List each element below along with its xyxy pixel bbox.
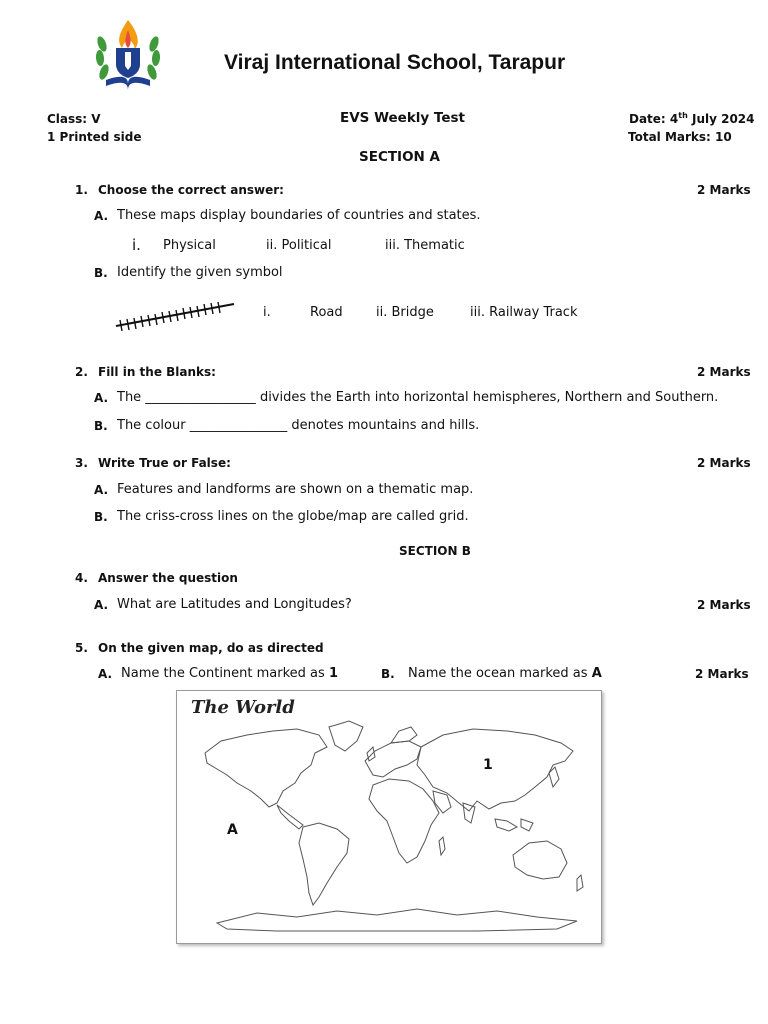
q3-number: 3. [75,456,88,470]
q4-title: Answer the question [98,571,238,585]
section-a-heading: SECTION A [359,149,441,165]
date-prefix: Date: 4 [629,112,679,126]
q2-a-label: A. [94,391,109,405]
q1-option1: Physical [163,238,216,253]
railway-track-symbol [112,298,238,338]
q1-option1-number: i. [132,236,141,254]
q5-a-text-bold: 1 [328,666,338,681]
q3-a-text: Features and landforms are shown on a thematic map. [117,482,474,497]
q3-a-label: A. [94,483,109,497]
q4-number: 4. [75,571,88,585]
total-marks: Total Marks: 10 [628,130,732,144]
q5-title: On the given map, do as directed [98,641,324,655]
q1-option3: iii. Thematic [385,238,465,253]
date-sup: th [678,111,688,120]
q5-a-text [121,666,338,681]
section-b-heading: SECTION B [399,544,471,558]
q5-a-text-main: Name the Continent marked as [121,666,329,681]
q2-b-label: B. [94,419,108,433]
q1-title: Choose the correct answer: [98,183,284,197]
world-map [176,690,602,944]
q1-symbol-option1-number: i. [263,305,271,320]
q1-symbol-option1: Road [310,305,343,320]
sides-label: 1 Printed side [47,130,142,144]
q3-title: Write True or False: [98,456,231,470]
school-name: Viraj International School, Tarapur [224,51,566,74]
q2-b-text: The colour _______________ denotes mountains and hills. [117,418,480,433]
q5-b-text-bold: A [591,666,602,681]
q1-marks: 2 Marks [697,183,751,197]
q5-a-label: A. [98,667,113,681]
school-logo [92,14,164,98]
world-map-outline [177,691,601,943]
q5-b-text [408,666,602,681]
map-marker-1: 1 [483,757,493,773]
q2-title: Fill in the Blanks: [98,365,216,379]
q2-number: 2. [75,365,88,379]
q5-b-label: B. [381,667,395,681]
q4-marks: 2 Marks [697,598,751,612]
q1-a-label: A. [94,209,109,223]
q5-b-text-main: Name the ocean marked as [408,666,592,681]
q1-symbol-option2: ii. Bridge [376,305,434,320]
q3-b-label: B. [94,510,108,524]
q1-number: 1. [75,183,88,197]
test-title: EVS Weekly Test [340,110,465,126]
q1-symbol-option3: iii. Railway Track [470,305,578,320]
date-suffix: July 2024 [687,112,755,126]
q1-b-text: Identify the given symbol [117,265,283,280]
q2-a-text: The _________________ divides the Earth into horizontal hemispheres, Northern and Southern. [117,390,719,405]
map-title: The World [191,697,295,718]
q5-number: 5. [75,641,88,655]
q3-marks: 2 Marks [697,456,751,470]
q2-marks: 2 Marks [697,365,751,379]
q1-a-text: These maps display boundaries of countries and states. [117,208,481,223]
q3-b-text: The criss-cross lines on the globe/map are called grid. [117,509,469,524]
q1-option2: ii. Political [266,238,332,253]
q1-b-label: B. [94,266,108,280]
map-marker-a: A [227,822,238,838]
q4-a-text: What are Latitudes and Longitudes? [117,597,352,612]
q4-a-label: A. [94,598,109,612]
test-date [629,111,755,126]
q5-marks: 2 Marks [695,667,749,681]
class-label: Class: V [47,112,101,126]
